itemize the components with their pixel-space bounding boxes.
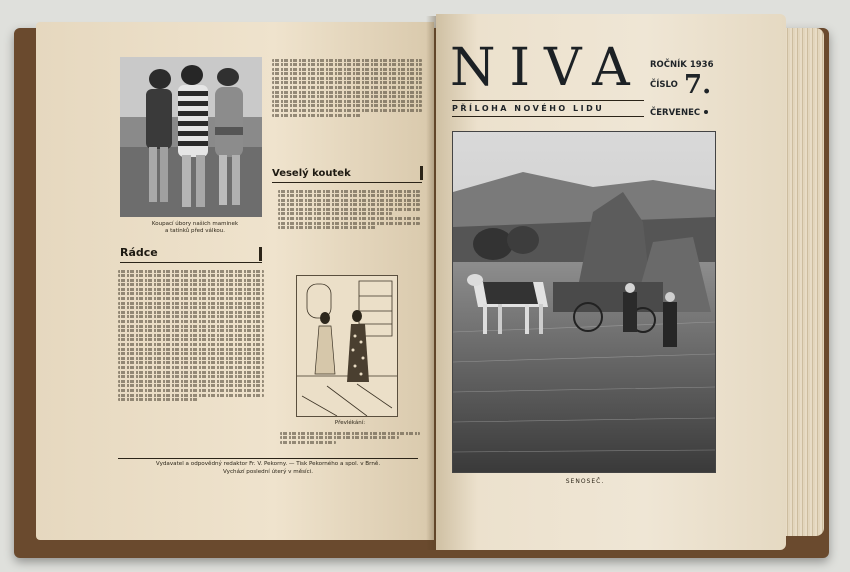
haymaking-photo xyxy=(452,131,716,473)
vesely-koutek-text xyxy=(278,188,420,266)
publisher-line: Vydavatel a odpovědný redaktor Fr. V. Pekorny. — Tisk Pekorného a spol. v Brně. xyxy=(155,461,381,467)
footer-rule xyxy=(118,458,418,459)
masthead-rule-top xyxy=(452,100,644,101)
haymaking-caption: SENOSEČ. xyxy=(565,478,605,485)
left-top-text-column xyxy=(272,57,422,157)
month-dot xyxy=(704,110,708,114)
bathers-caption: Koupací úbory našich maminek a tatínků před válkou. xyxy=(151,221,239,234)
radce-bar xyxy=(259,247,262,261)
illustration-dialogue xyxy=(280,430,420,454)
bathers-photo xyxy=(120,57,262,217)
illustration-caption: Převlékání: xyxy=(334,420,366,426)
radce-rule xyxy=(120,262,262,263)
vesely-koutek-bar xyxy=(420,166,423,180)
bathers-photo-svg xyxy=(120,57,262,217)
dressing-illustration-svg xyxy=(297,276,397,416)
month-label: ČERVENEC xyxy=(650,108,701,118)
vesely-koutek-rule xyxy=(272,182,422,183)
radce-text xyxy=(118,268,264,454)
issue-label: ČÍSLO xyxy=(650,80,678,90)
radce-heading: Rádce xyxy=(120,246,158,259)
vesely-koutek-heading: Veselý koutek xyxy=(272,168,351,179)
masthead-rule-bottom xyxy=(452,116,644,117)
issue-number: 7. xyxy=(684,70,712,100)
haymaking-photo-svg xyxy=(453,132,715,472)
magazine-title: NIVA xyxy=(450,38,644,98)
page-edges xyxy=(780,28,824,536)
year-label: ROČNÍK 1936 xyxy=(650,60,714,70)
dressing-illustration xyxy=(296,275,398,417)
publication-schedule-line: Vychází poslední úterý v měsíci. xyxy=(222,469,314,475)
subtitle: PŘÍLOHA NOVÉHO LIDU xyxy=(452,104,605,113)
